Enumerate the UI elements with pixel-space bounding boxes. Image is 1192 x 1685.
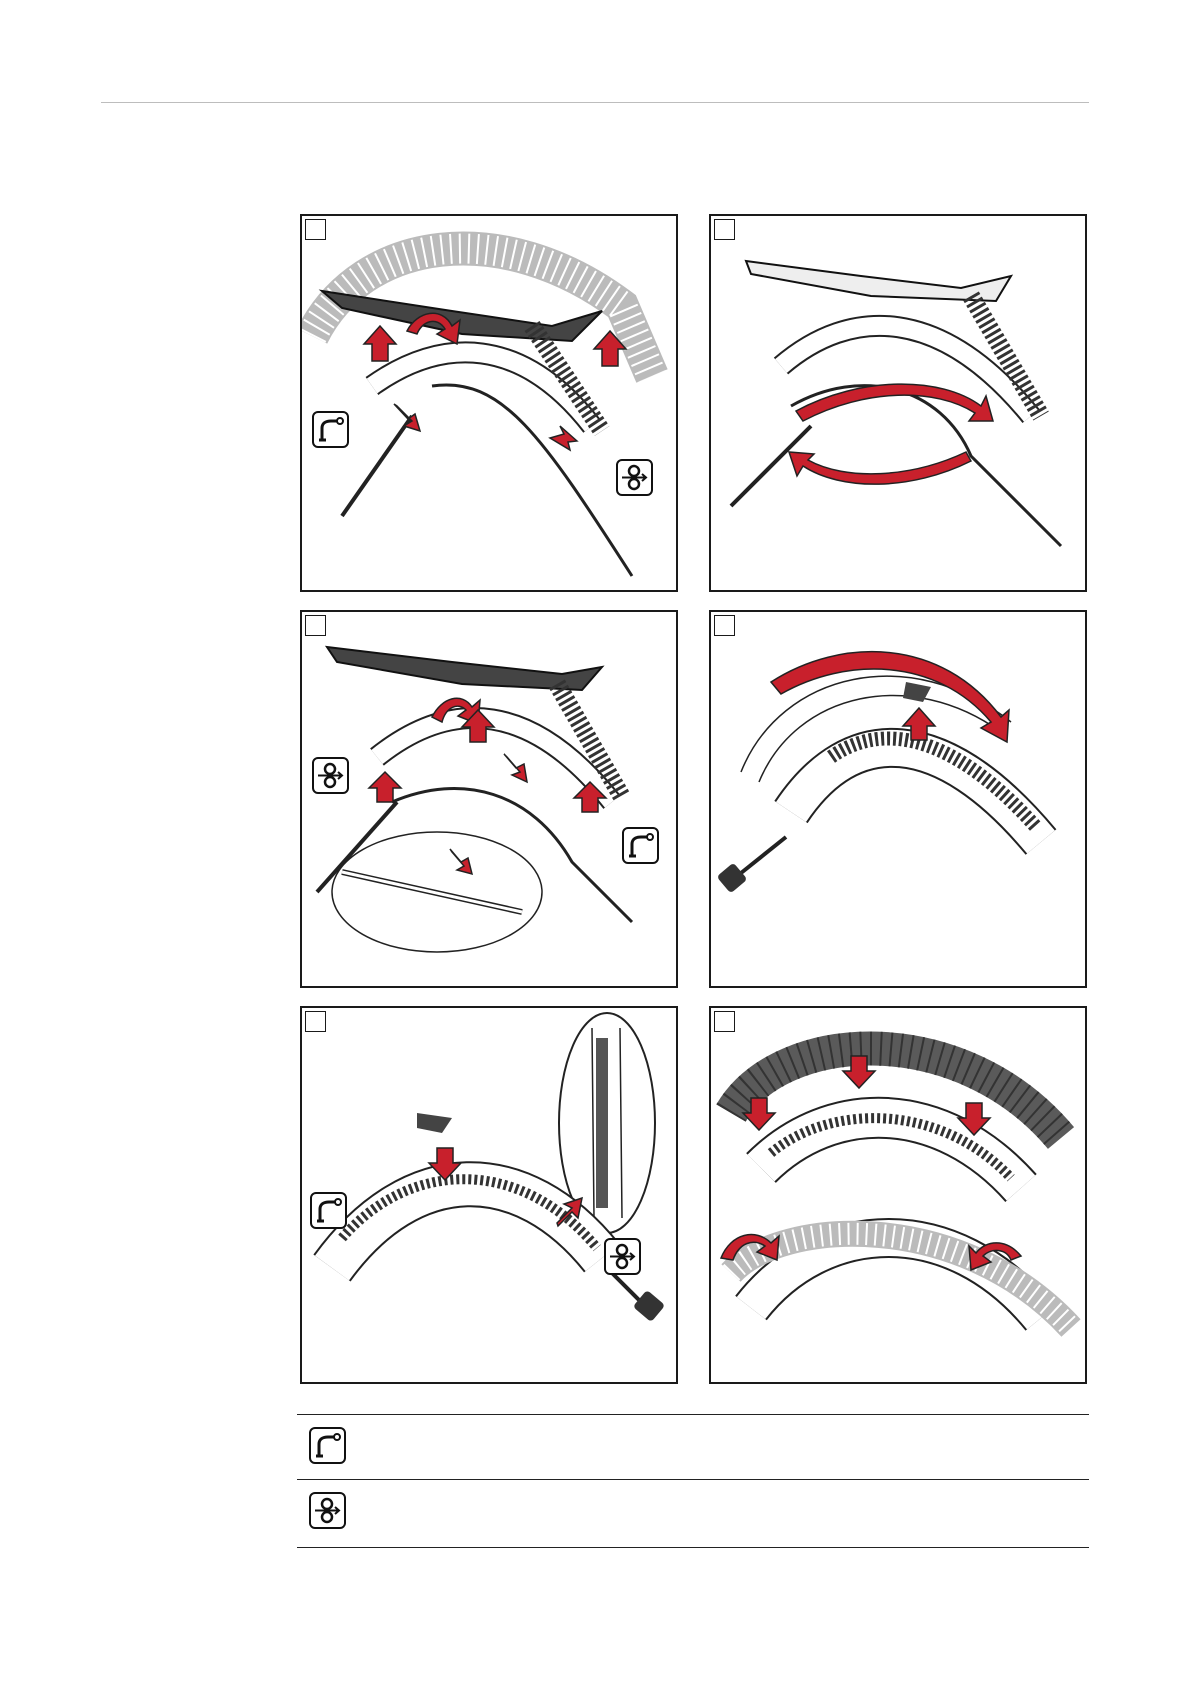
- illustration-insert-wire-channel: [302, 612, 676, 986]
- welding-torch-icon: [624, 829, 657, 862]
- header-rule: [101, 102, 1089, 103]
- step-panel-4: [709, 610, 1087, 988]
- illustration-fit-retaining-clip: [302, 1008, 676, 1382]
- illustration-refit-hose-cover: [711, 1008, 1085, 1382]
- wirefeeder-side-badge: [604, 1238, 641, 1275]
- wire-feeder-icon: [606, 1240, 639, 1273]
- illustration-remove-wire-channel: [302, 216, 676, 590]
- legend-row-wirefeeder: [297, 1479, 1089, 1544]
- welding-torch-icon: [314, 413, 347, 446]
- welding-torch-icon: [312, 1194, 345, 1227]
- welding-torch-icon: [311, 1429, 344, 1462]
- illustration-cut-and-clip-channel: [711, 612, 1085, 986]
- step-panel-2: [709, 214, 1087, 592]
- wirefeeder-side-badge: [312, 757, 349, 794]
- wire-feeder-icon: [618, 461, 651, 494]
- wirefeeder-legend-badge: [309, 1492, 346, 1529]
- wire-feeder-icon: [311, 1494, 344, 1527]
- step-panel-3: [300, 610, 678, 988]
- illustration-swap-channel-ends: [711, 216, 1085, 590]
- torch-side-badge: [312, 411, 349, 448]
- legend-row-torch: [297, 1415, 1089, 1479]
- wirefeeder-side-badge: [616, 459, 653, 496]
- icon-legend-table: [297, 1414, 1089, 1548]
- torch-side-badge: [622, 827, 659, 864]
- torch-side-badge: [310, 1192, 347, 1229]
- step-panel-5: [300, 1006, 678, 1384]
- step-panel-6: [709, 1006, 1087, 1384]
- wire-feeder-icon: [314, 759, 347, 792]
- torch-legend-badge: [309, 1427, 346, 1464]
- step-panel-1: [300, 214, 678, 592]
